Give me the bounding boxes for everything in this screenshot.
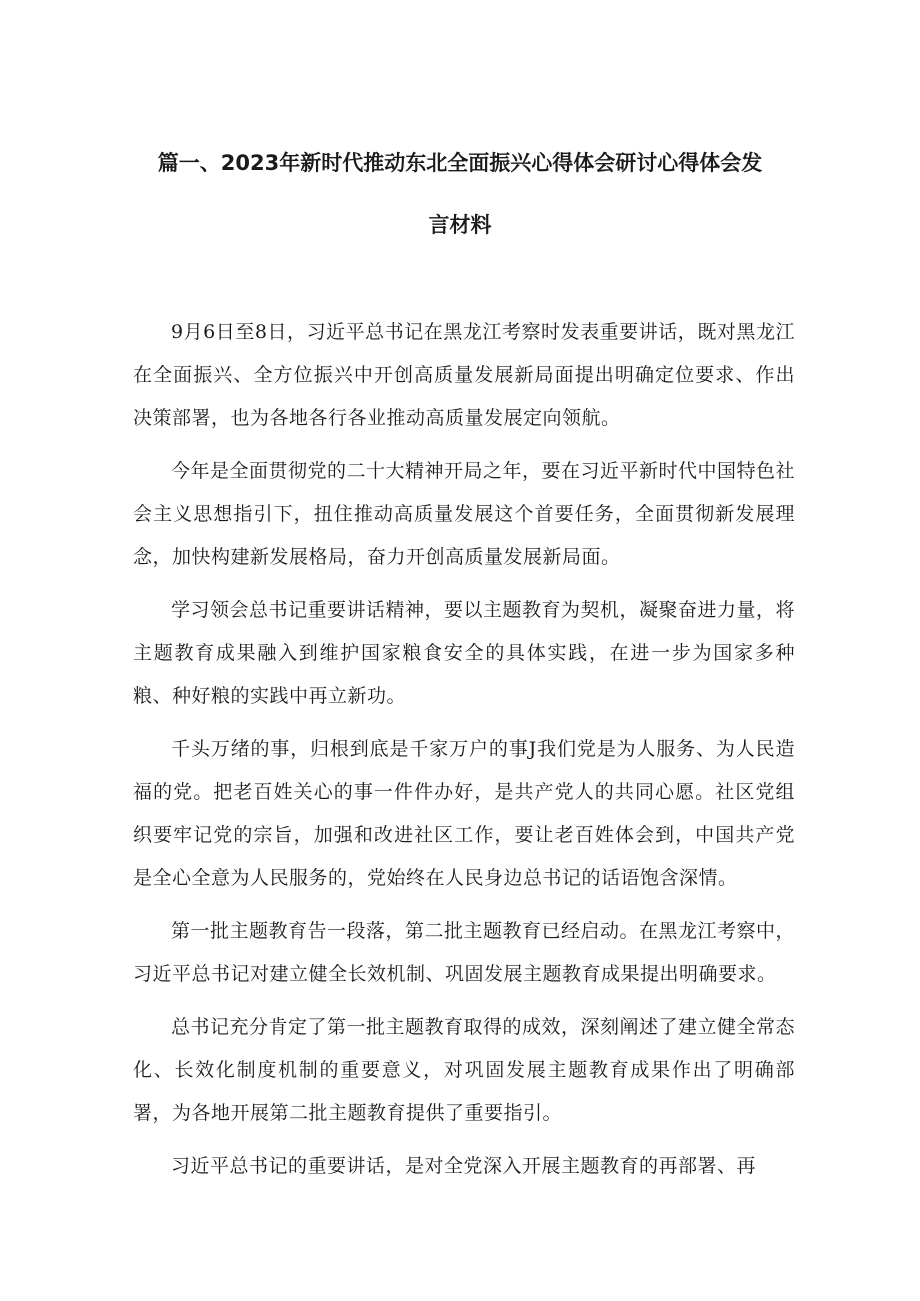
paragraph: 习近平总书记的重要讲话，是对全党深入开展主题教育的再部署、再: [171, 1155, 757, 1177]
document-title-line-2: 言材料: [428, 213, 492, 237]
paragraph: 9月6日至8日，习近平总书记在黑龙江考察时发表重要讲话，既对黑龙江在全面振兴、全方位振兴中开创高质量发展新局面提出明确定位要求、作出决策部署，也为各地各行各业推动高质量发展定向领航。: [133, 321, 795, 429]
paragraph: 千头万绪的事，归根到底是千家万户的事J我们党是为人服务、为人民造福的党。把老百姓关心的事一件件办好，是共产党人的共同心愿。社区党组织要牢记党的宗旨，加强和改进社区工作，要让老百姓体会到，中国共产党是全心全意为人民服务的，党始终在人民身边总书记的话语饱含深情。: [133, 738, 795, 889]
document-title-line-1: 篇一、2023年新时代推动东北全面振兴心得体会研讨心得体会发: [157, 151, 763, 175]
paragraph: 今年是全面贯彻党的二十大精神开局之年，要在习近平新时代中国特色社会主义思想指引下，扭住推动高质量发展这个首要任务，全面贯彻新发展理念，加快构建新发展格局，奋力开创高质量发展新局面。: [133, 460, 796, 568]
paragraph: 第一批主题教育告一段落，第二批主题教育已经启动。在黑龙江考察中，习近平总书记对建立健全长效机制、巩固发展主题教育成果提出明确要求。: [133, 920, 796, 985]
paragraph: 总书记充分肯定了第一批主题教育取得的成效，深刻阐述了建立健全常态化、长效化制度机制的重要意义，对巩固发展主题教育成果作出了明确部署，为各地开展第二批主题教育提供了重要指引。: [133, 1016, 796, 1124]
document-body: [133, 311, 795, 1198]
paragraph: 学习领会总书记重要讲话精神，要以主题教育为契机，凝聚奋进力量，将主题教育成果融入到维护国家粮食安全的具体实践，在进一步为国家多种粮、种好粮的实践中再立新功。: [133, 599, 796, 707]
